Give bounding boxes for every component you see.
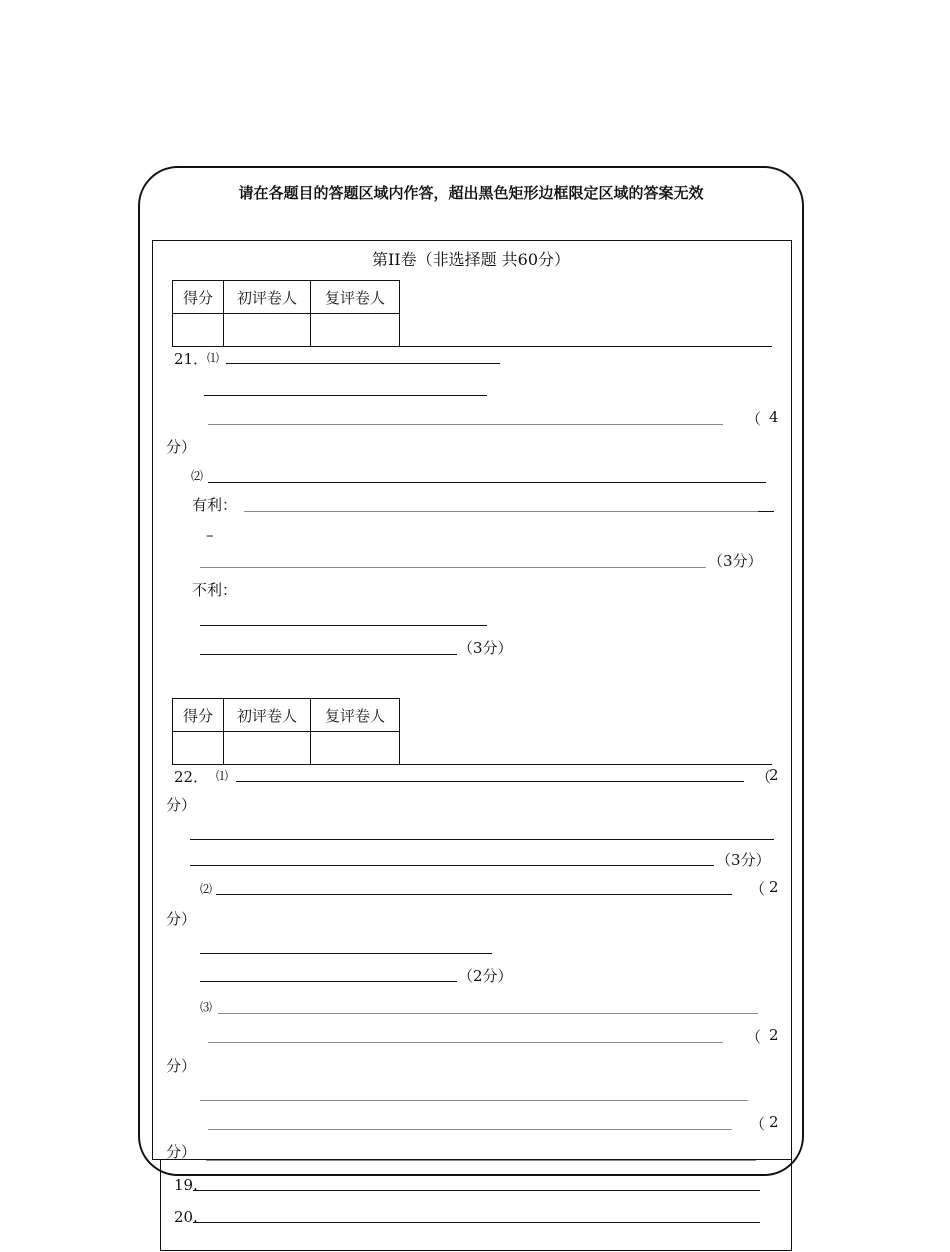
dash-mark: –: [206, 526, 214, 544]
q22-part3-score-value: 2: [769, 1026, 779, 1044]
favorable-answer-line-end: [758, 511, 774, 512]
q22-number: 22．: [174, 768, 209, 786]
q22-part1-score-unit: 分）: [166, 796, 197, 814]
q21-part1-score-unit: 分）: [166, 438, 197, 456]
q22-part3-score-unit: 分）: [166, 1057, 197, 1075]
second-reviewer-cell[interactable]: [311, 314, 400, 347]
q21-part1-score-value: 4: [769, 408, 779, 426]
q22-part2-score-unit: 分）: [166, 910, 197, 928]
unfavorable-answer-line[interactable]: [200, 625, 487, 626]
q22-part3b-answer-line[interactable]: [200, 1100, 748, 1101]
q22-part3-score-paren: （: [746, 1028, 762, 1046]
score-header: 得分: [173, 699, 224, 732]
score-table-q22: [172, 698, 400, 765]
unfavorable-score: （3分）: [458, 639, 513, 657]
q22-part1b-answer-line[interactable]: [190, 865, 714, 866]
score-cell[interactable]: [173, 314, 224, 347]
q22-part1-score-value: 2: [769, 766, 779, 784]
answer-rect-lower-frame: [160, 1160, 792, 1251]
unfavorable-label: 不利：: [192, 581, 238, 599]
second-reviewer-cell[interactable]: [311, 732, 400, 765]
q22-part3b-answer-line[interactable]: [208, 1129, 732, 1130]
q22-part3-answer-line[interactable]: [218, 1013, 758, 1014]
first-reviewer-header: 初评卷人: [224, 699, 311, 732]
q22-part1b-score: （3分）: [716, 851, 771, 869]
q22-part3b-score-value: 2: [769, 1113, 779, 1131]
q19-number: 19.: [174, 1176, 198, 1194]
q22-part2-answer-line[interactable]: [216, 894, 732, 895]
score-cell[interactable]: [173, 732, 224, 765]
second-reviewer-header: 复评卷人: [311, 281, 400, 314]
q22-part2-score-paren: （: [750, 880, 766, 898]
q22-part1-label: ⑴: [216, 769, 229, 783]
table-baseline: [400, 764, 772, 765]
first-reviewer-header: 初评卷人: [224, 281, 311, 314]
favorable-answer-line[interactable]: [244, 511, 758, 512]
q19-answer-line[interactable]: [193, 1190, 760, 1191]
q21-part1-answer-line[interactable]: [208, 424, 723, 425]
q21-part1-answer-line[interactable]: [204, 395, 487, 396]
unfavorable-answer-line[interactable]: [200, 654, 457, 655]
q21-part1-score-paren: （: [746, 410, 762, 428]
second-reviewer-header: 复评卷人: [311, 699, 400, 732]
q22-part2b-answer-line[interactable]: [200, 981, 457, 982]
table-baseline: [400, 346, 772, 347]
q22-part3-label: ⑶: [200, 1000, 213, 1014]
section-heading: 第II卷（非选择题 共60分）: [371, 250, 571, 269]
q21-part2-answer-line[interactable]: [208, 482, 766, 483]
first-reviewer-cell[interactable]: [224, 314, 311, 347]
q21-part1-answer-line[interactable]: [226, 363, 500, 364]
q22-part1b-answer-line[interactable]: [190, 839, 774, 840]
q21-part2-label: ⑵: [191, 469, 204, 483]
q22-part2-label: ⑵: [200, 882, 213, 896]
q22-part2b-score: （2分）: [458, 967, 513, 985]
q20-answer-line[interactable]: [193, 1222, 760, 1223]
score-table-q21: [172, 280, 400, 347]
favorable-score: （3分）: [708, 552, 763, 570]
q22-part3b-score-unit: 分）: [166, 1143, 197, 1161]
score-header: 得分: [173, 281, 224, 314]
q20-number: 20.: [174, 1208, 198, 1226]
answer-region-notice: 请在各题目的答题区域内作答，超出黑色矩形边框限定区域的答案无效: [238, 184, 704, 202]
q22-part2-score-value: 2: [769, 878, 779, 896]
q22-part2b-answer-line[interactable]: [200, 953, 492, 954]
q21-part1-label: ⑴: [207, 351, 220, 365]
q22-part1-score-paren: （: [756, 768, 772, 786]
favorable-answer-line[interactable]: [200, 567, 706, 568]
q22-part3b-score-paren: （: [750, 1115, 766, 1133]
favorable-label: 有利：: [192, 496, 238, 514]
q22-part1-answer-line[interactable]: [236, 781, 744, 782]
q22-part3-answer-line[interactable]: [208, 1042, 723, 1043]
q21-number: 21．: [174, 350, 209, 368]
q22-part3b-answer-line[interactable]: [206, 1160, 756, 1161]
first-reviewer-cell[interactable]: [224, 732, 311, 765]
